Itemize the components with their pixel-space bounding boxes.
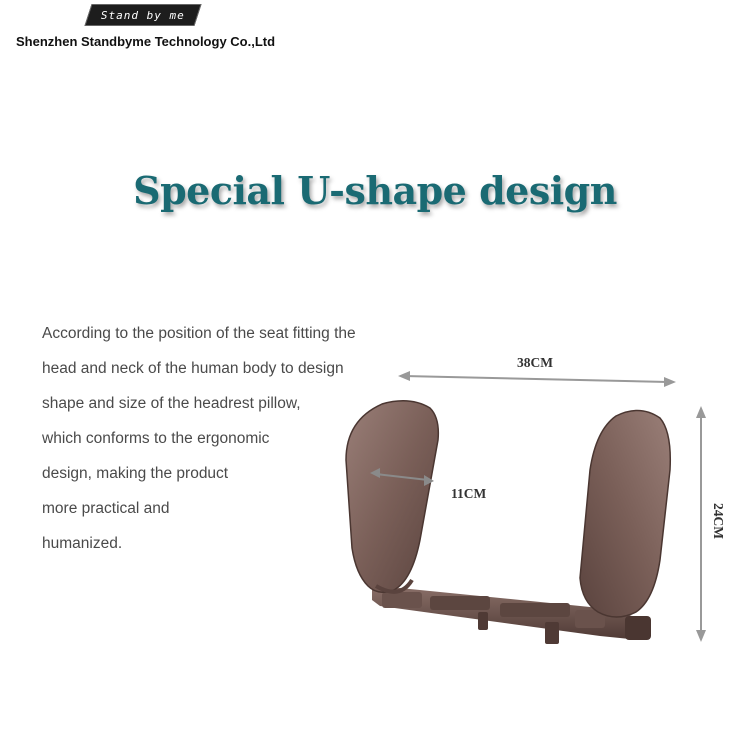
description-line: head and neck of the human body to design xyxy=(42,360,344,377)
width-dimension-label: 38CM xyxy=(517,355,553,370)
description-line: more practical and xyxy=(42,500,170,517)
description-line: humanized. xyxy=(42,535,123,552)
right-headrest-pad xyxy=(580,410,670,617)
height-dimension-arrow xyxy=(696,406,706,642)
width-dimension-arrow xyxy=(398,371,676,387)
headline: Special U-shape design xyxy=(133,168,617,213)
depth-dimension-label: 11CM xyxy=(451,486,487,501)
height-dimension-label: 24CM xyxy=(711,503,726,539)
description-line: shape and size of the headrest pillow, xyxy=(42,395,301,412)
description-line: design, making the product xyxy=(42,465,229,482)
description-line: which conforms to the ergonomic xyxy=(42,430,270,447)
left-headrest-pad xyxy=(346,401,438,592)
brand-logo-text: Stand by me xyxy=(101,8,185,22)
description-line: According to the position of the seat fitting the xyxy=(42,325,356,342)
company-name: Shenzhen Standbyme Technology Co.,Ltd xyxy=(16,34,276,49)
